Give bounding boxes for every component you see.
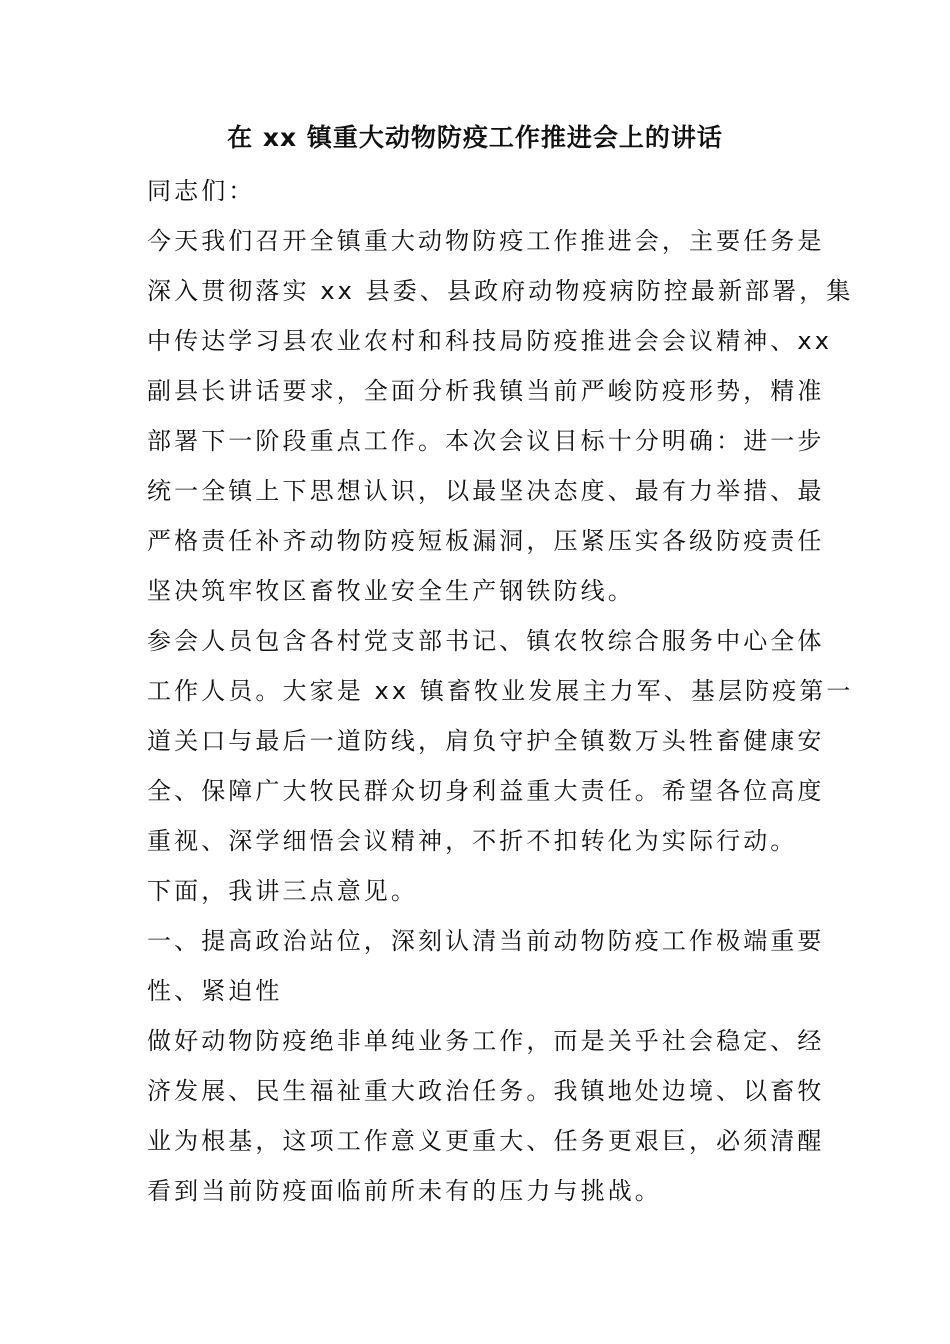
salutation-line: 同志们： (147, 177, 256, 205)
body-line: 做好动物防疫绝非单纯业务工作，而是关乎社会稳定、经 (147, 1027, 825, 1055)
body-line: 深入贯彻落实 xx 县委、县政府动物疫病防控最新部署，集 (147, 277, 854, 305)
body-line: 中传达学习县农业农村和科技局防疫推进会会议精神、xx (147, 327, 833, 355)
body-line: 坚决筑牢牧区畜牧业安全生产钢铁防线。 (147, 577, 635, 605)
body-line: 参会人员包含各村党支部书记、镇农牧综合服务中心全体 (147, 627, 825, 655)
document-title: 在 xx 镇重大动物防疫工作推进会上的讲话 (227, 123, 723, 152)
section-heading-line: 一、提高政治站位，深刻认清当前动物防疫工作极端重要 (147, 927, 825, 955)
body-line: 部署下一阶段重点工作。本次会议目标十分明确：进一步 (147, 427, 825, 455)
body-line: 看到当前防疫面临前所未有的压力与挑战。 (147, 1177, 662, 1205)
body-line: 统一全镇上下思想认识，以最坚决态度、最有力举措、最 (147, 477, 825, 505)
section-heading-line: 性、紧迫性 (147, 977, 283, 1005)
body-line: 济发展、民生福祉重大政治任务。我镇地处边境、以畜牧 (147, 1077, 825, 1105)
body-line: 工作人员。大家是 xx 镇畜牧业发展主力军、基层防疫第一 (147, 677, 854, 705)
body-line: 道关口与最后一道防线，肩负守护全镇数万头牲畜健康安 (147, 727, 825, 755)
body-line: 副县长讲话要求，全面分析我镇当前严峻防疫形势，精准 (147, 377, 825, 405)
body-line: 业为根基，这项工作意义更重大、任务更艰巨，必须清醒 (147, 1127, 825, 1155)
body-line: 严格责任补齐动物防疫短板漏洞，压紧压实各级防疫责任 (147, 527, 825, 555)
body-line: 下面，我讲三点意见。 (147, 877, 418, 905)
body-line: 今天我们召开全镇重大动物防疫工作推进会，主要任务是 (147, 227, 825, 255)
body-line: 重视、深学细悟会议精神，不折不扣转化为实际行动。 (147, 827, 798, 855)
body-line: 全、保障广大牧民群众切身利益重大责任。希望各位高度 (147, 777, 825, 805)
